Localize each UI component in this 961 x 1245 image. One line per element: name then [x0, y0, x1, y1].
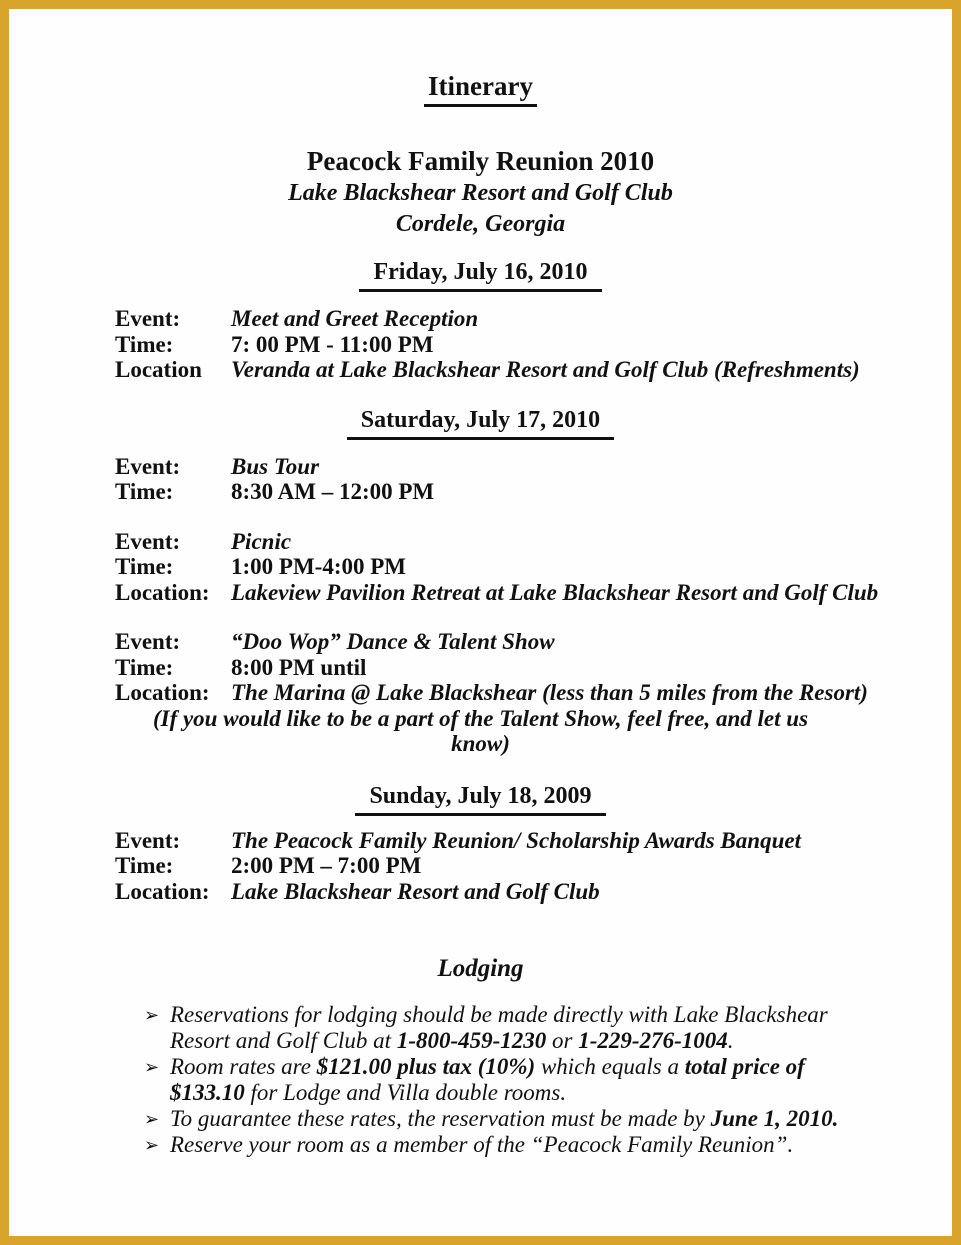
- arrow-bullet-icon: ➢: [144, 1135, 160, 1156]
- event-row: [115, 629, 952, 655]
- row-value: 7: 00 PM - 11:00 PM: [231, 331, 434, 357]
- row-label: Event:: [115, 528, 181, 554]
- day-heading-sunday: Sunday, July 18, 2009: [355, 783, 605, 816]
- row-value: Picnic: [231, 528, 292, 554]
- row-label: Time:: [115, 479, 174, 504]
- row-value: Bus Tour: [231, 453, 320, 479]
- event-block-friday-reception: [9, 306, 952, 383]
- bullet-line: Reserve your room as a member of the “Peacock Family Reunion”.: [170, 1132, 794, 1157]
- row-value: 8:00 PM until: [231, 654, 367, 680]
- row-value: 2:00 PM – 7:00 PM: [231, 853, 422, 878]
- bullet-line: $133.10 for Lodge and Villa double rooms.: [170, 1080, 567, 1105]
- day-heading-friday: Friday, July 16, 2010: [359, 259, 601, 292]
- lodging-item-room-rates: [9, 1054, 952, 1106]
- row-label: Location:: [115, 579, 210, 605]
- row-label: Event:: [115, 629, 181, 654]
- bullet-line: Resort and Golf Club at 1-800-459-1230 or 1-229-276-1004.: [170, 1028, 734, 1053]
- row-label: Time:: [115, 331, 174, 357]
- reunion-title: Peacock Family Reunion 2010: [306, 146, 655, 176]
- venue-line: Lake Blackshear Resort and Golf Club: [288, 180, 673, 206]
- bullet-line: Reservations for lodging should be made directly with Lake Blackshear: [170, 1002, 828, 1027]
- row-label: Time:: [115, 554, 174, 579]
- event-row: [115, 680, 952, 706]
- lodging-item-reservations: [9, 1002, 952, 1054]
- row-label: Location:: [115, 878, 210, 904]
- event-row: [115, 655, 952, 681]
- event-row: [115, 306, 952, 332]
- event-row: [115, 828, 952, 854]
- lodging-list: [9, 1002, 952, 1158]
- talent-show-note-line: know): [451, 731, 510, 756]
- talent-show-note-line: (If you would like to be a part of the Talent Show, feel free, and let us: [152, 705, 809, 731]
- row-label: Event:: [115, 453, 181, 479]
- row-label: Time:: [115, 853, 174, 878]
- event-row: [115, 879, 952, 905]
- row-value: The Peacock Family Reunion/ Scholarship Awards Banquet: [231, 827, 801, 853]
- arrow-bullet-icon: ➢: [144, 1109, 160, 1130]
- event-block-banquet: [9, 828, 952, 905]
- event-row: [115, 853, 952, 879]
- arrow-bullet-icon: ➢: [144, 1005, 160, 1026]
- event-row: [115, 357, 952, 383]
- lodging-heading: Lodging: [437, 955, 524, 982]
- itinerary-title: Itinerary: [424, 71, 537, 107]
- city-line: Cordele, Georgia: [395, 211, 566, 237]
- event-block-doo-wop: [9, 629, 952, 757]
- row-value: 1:00 PM-4:00 PM: [231, 554, 406, 579]
- event-row: [115, 454, 952, 480]
- row-value: Lake Blackshear Resort and Golf Club: [231, 878, 600, 904]
- event-block-picnic: [9, 529, 952, 606]
- day-heading-saturday: Saturday, July 17, 2010: [347, 407, 614, 440]
- bullet-line: Room rates are $121.00 plus tax (10%) which equals a total price of: [170, 1054, 805, 1079]
- event-block-bus-tour: [9, 454, 952, 505]
- event-row: [115, 529, 952, 555]
- row-label: Location: [115, 357, 202, 382]
- row-value: Meet and Greet Reception: [231, 306, 479, 331]
- lodging-item-guarantee: [9, 1106, 952, 1132]
- row-value: 8:30 AM – 12:00 PM: [231, 479, 435, 504]
- row-label: Event:: [115, 306, 181, 331]
- row-value: The Marina @ Lake Blackshear (less than 5 miles from the Resort): [231, 680, 868, 705]
- row-value: Veranda at Lake Blackshear Resort and Golf Club (Refreshments): [231, 357, 860, 382]
- lodging-item-reserve: [9, 1132, 952, 1158]
- row-value: “Doo Wop” Dance & Talent Show: [231, 629, 555, 654]
- event-row: [115, 580, 952, 606]
- row-value: Lakeview Pavilion Retreat at Lake Blackshear Resort and Golf Club: [231, 579, 879, 605]
- event-row: [115, 479, 952, 505]
- event-row: [115, 332, 952, 358]
- row-label: Location:: [115, 680, 210, 705]
- row-label: Event:: [115, 827, 181, 853]
- event-row: [115, 554, 952, 580]
- arrow-bullet-icon: ➢: [144, 1057, 160, 1078]
- row-label: Time:: [115, 654, 174, 680]
- bullet-line: To guarantee these rates, the reservation must be made by June 1, 2010.: [170, 1106, 839, 1131]
